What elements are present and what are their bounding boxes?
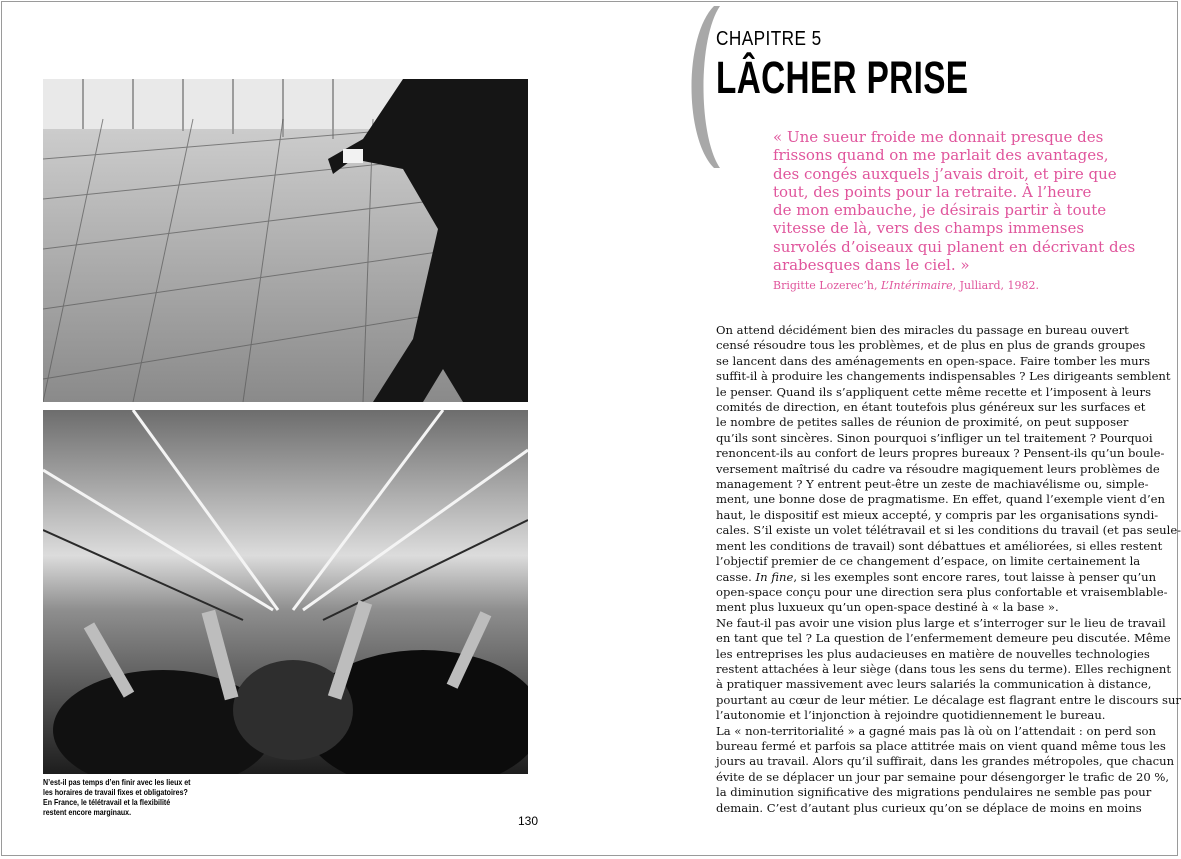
body-line: casse. In fine, si les exemples sont encore rares, tout laisse à penser qu’un <box>716 569 1157 584</box>
caption-line: N’est-il pas temps d’en finir avec les lieux et <box>43 778 191 787</box>
quote-line: de mon embauche, je désirais partir à toute <box>773 201 1107 220</box>
body-line: censé résoudre tous les problèmes, et de plus en plus de grands groupes <box>716 338 1146 353</box>
body-text <box>716 323 1181 816</box>
body-line: open-space conçu pour une direction sera plus confortable et vraisemblable- <box>716 584 1168 599</box>
body-line: jours au travail. Alors qu’il suffirait, dans les grandes métropoles, que chacun <box>716 754 1175 769</box>
body-line: en tant que tel ? La question de l’enfermement demeure peu discutée. Même <box>716 631 1171 646</box>
bracket-ornament <box>676 6 720 172</box>
quote-author: Brigitte Lozerec’h, <box>773 279 882 292</box>
italic-phrase: In fine <box>755 569 794 584</box>
body-line: le penser. Quand ils s’appliquent cette même recette et l’imposent à leurs <box>716 384 1152 399</box>
body-line: à pratiquer massivement avec leurs salariés la communication à distance, <box>716 677 1152 692</box>
body-line: ment plus luxueux qu’un open-space destiné à « la base ». <box>716 600 1059 615</box>
body-line: suffit-il à produire les changements indispensables ? Les dirigeants semblent <box>716 369 1171 384</box>
body-line: la diminution significative des migrations pendulaires ne semble pas pour <box>716 785 1152 800</box>
body-line: les entreprises les plus audacieuses en matière de nouvelles technologies <box>716 646 1150 661</box>
quote-line: survolés d’oiseaux qui planent en décrivant des <box>773 237 1136 256</box>
caption-line: restent encore marginaux. <box>43 808 132 817</box>
body-line: restent attachées à leur siège (dans tous les sens du terme). Elles rechignent <box>716 661 1172 676</box>
quote-book-title: L’Intérimaire <box>881 279 953 292</box>
body-line: pourtant au cœur de leur métier. Le décalage est flagrant entre le discours sur <box>716 692 1181 707</box>
body-line: management ? Y entrent peut-être un zeste de machiavélisme ou, simple- <box>716 477 1149 492</box>
caption-line: En France, le télétravail et la flexibilité <box>43 798 171 807</box>
body-line: ment, une bonne dose de pragmatisme. En effet, quand l’exemple vient d’en <box>716 492 1165 507</box>
body-line: cales. S’il existe un volet télétravail et si les conditions du travail (et pas seule- <box>716 523 1181 538</box>
body-line: le nombre de petites salles de réunion de proximité, on peut supposer <box>716 415 1129 430</box>
body-line: se lancent dans des aménagements en open-space. Faire tomber les murs <box>716 353 1151 368</box>
quote-line: vitesse de là, vers des champs immenses <box>773 219 1085 238</box>
photo-caption <box>43 778 189 818</box>
quote-source <box>773 279 1039 292</box>
caption-line: les horaires de travail fixes et obligatoires? <box>43 788 188 797</box>
chapter-label: CHAPITRE 5 <box>716 28 822 50</box>
quote-line: frissons quand on me parlait des avantages, <box>773 146 1109 165</box>
body-line: Ne faut-il pas avoir une vision plus large et s’interroger sur le lieu de travail <box>716 615 1166 630</box>
body-line: renoncent-ils au confort de leurs propres bureaux ? Pensent-ils qu’un boule- <box>716 446 1165 461</box>
body-line: évite de se déplacer un jour par semaine pour désengorger le trafic de 20 %, <box>716 769 1170 784</box>
quote-publisher: , Julliard, 1982. <box>952 279 1039 292</box>
body-line: qu’ils sont sincères. Sinon pourquoi s’infliger un tel traitement ? Pourquoi <box>716 430 1153 445</box>
body-line: ment les conditions de travail) sont débattues et améliorées, si elles restent <box>716 538 1163 553</box>
body-line: demain. C’est d’autant plus curieux qu’on se déplace de moins en moins <box>716 800 1142 815</box>
quote-line: arabesques dans le ciel. » <box>773 256 970 275</box>
photo-crowded-subway <box>43 410 528 774</box>
body-line: bureau fermé et parfois sa place attitrée mais on vient quand même tous les <box>716 738 1166 753</box>
page-number: 130 <box>518 814 539 828</box>
photo-man-walking <box>43 79 528 402</box>
epigraph-quote <box>773 128 1173 274</box>
chapter-title: LÂCHER PRISE <box>716 52 969 103</box>
body-line: La « non-territorialité » a gagné mais pas là où on l’attendait : on perd son <box>716 723 1156 738</box>
body-line: haut, le dispositif est mieux accepté, y compris par les organisations syndi- <box>716 507 1159 522</box>
body-line: l’autonomie et l’injonction à rejoindre quotidiennement le bureau. <box>716 708 1106 723</box>
quote-line: des congés auxquels j’avais droit, et pire que <box>773 164 1117 183</box>
body-line: On attend décidément bien des miracles du passage en bureau ouvert <box>716 323 1129 337</box>
quote-line: « Une sueur froide me donnait presque des <box>773 128 1104 146</box>
quote-line: tout, des points pour la retraite. À l’heure <box>773 182 1092 201</box>
body-line: l’objectif premier de ce changement d’espace, on limite certainement la <box>716 554 1141 569</box>
body-line: comités de direction, en étant toutefois plus généreux sur les surfaces et <box>716 400 1146 415</box>
body-line: versement maîtrisé du cadre va résoudre magiquement leurs problèmes de <box>716 461 1160 476</box>
